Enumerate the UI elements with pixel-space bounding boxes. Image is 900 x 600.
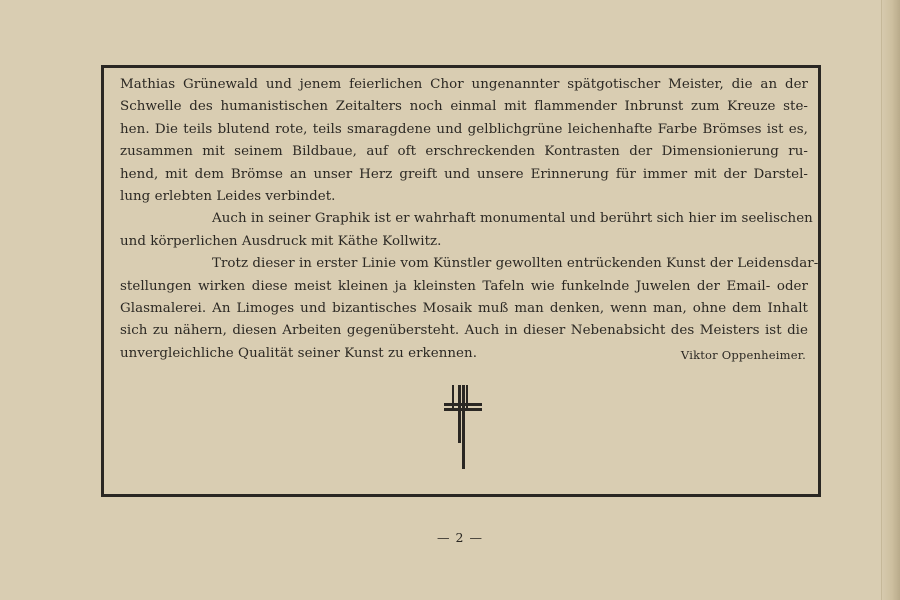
text-line: lung erlebten Leides verbindet. <box>120 189 336 205</box>
text-line: sich zu nähern, diesen Arbeiten gegenübersteht. Auch in dieser Nebenabsicht des Meisters ist die <box>120 323 808 339</box>
text-line: zusammen mit seinem Bildbaue, auf oft erschreckenden Kontrasten der Dimensionierung ru- <box>120 144 808 160</box>
page-number: — 2 — <box>437 530 483 545</box>
text-line: hen. Die teils blutend rote, teils smaragdene und gelblichgrüne leichenhafte Farbe Brömses ist es, <box>120 121 808 137</box>
text-line: stellungen wirken diese meist kleinen ja kleinsten Tafeln wie funkelnde Juwelen der Email- oder <box>120 278 808 294</box>
text-line: Trotz dieser in erster Linie vom Künstler gewollten entrückenden Kunst der Leidensdar- <box>212 256 819 272</box>
text-line: und körperlichen Ausdruck mit Käthe Kollwitz. <box>120 233 442 249</box>
page-edge <box>882 0 900 600</box>
body-text <box>120 74 819 365</box>
text-line: Glasmalerei. An Limoges und bizantisches Mosaik muß man denken, wenn man, ohne dem Inhalt <box>120 301 808 317</box>
text-line: Mathias Grünewald und jenem feierlichen Chor ungenannter spätgotischer Meister, die an der <box>120 77 808 92</box>
final-row <box>120 343 808 365</box>
text-line: Auch in seiner Graphik ist er wahrhaft monumental und berührt sich hier im seelischen <box>212 211 813 227</box>
cross-icon <box>444 385 484 469</box>
text-line: unvergleichliche Qualität seiner Kunst zu erkennen. <box>120 345 478 361</box>
text-line: Schwelle des humanistischen Zeitalters noch einmal mit flammender Inbrunst zum Kreuze ste- <box>120 99 808 115</box>
text-line: hend, mit dem Brömse an unser Herz greift und unsere Erinnerung für immer mit der Darstel- <box>120 166 808 182</box>
author-signature: Viktor Oppenheimer. <box>680 347 806 362</box>
